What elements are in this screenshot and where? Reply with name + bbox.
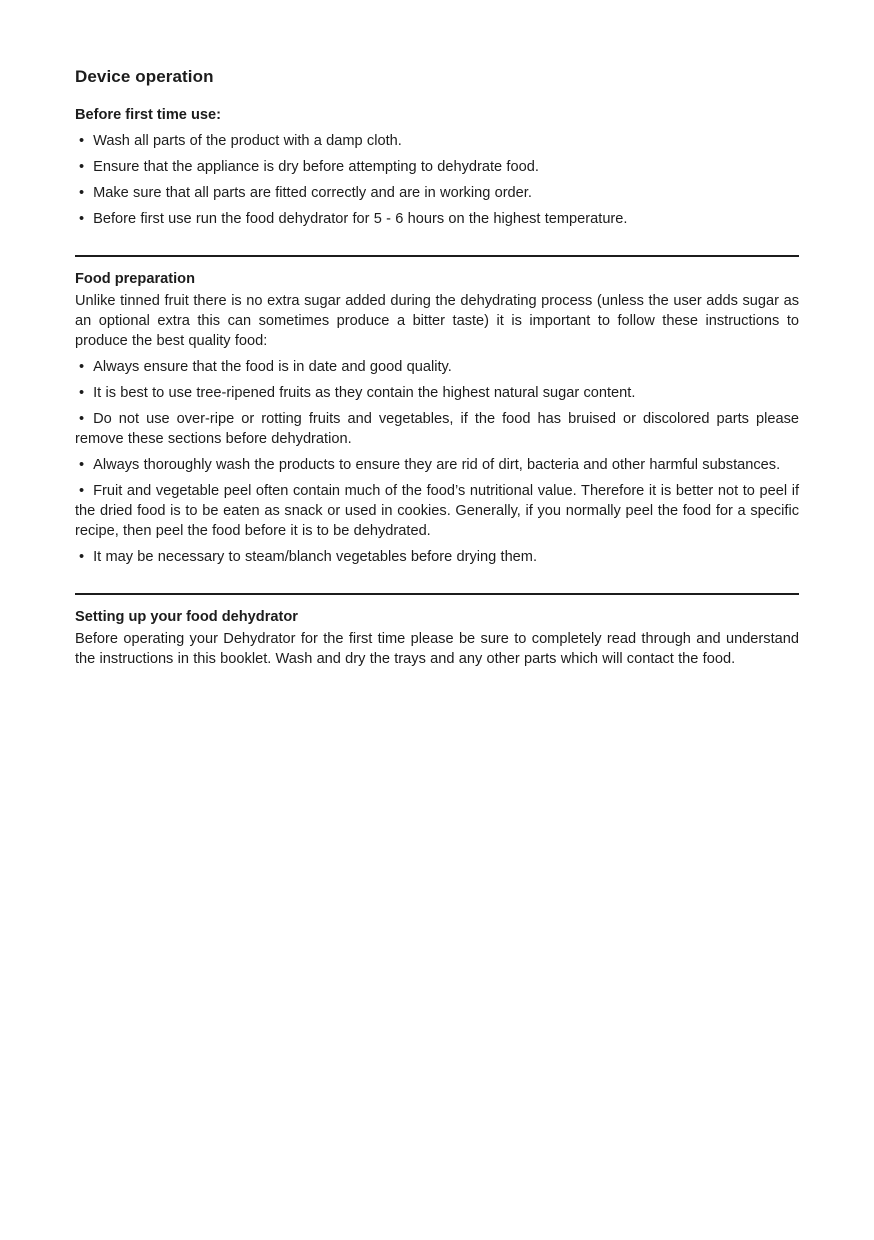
page-title: Device operation bbox=[75, 67, 214, 86]
bullet-item bbox=[75, 183, 799, 203]
bullet-item bbox=[75, 455, 799, 475]
section-food-preparation bbox=[75, 269, 799, 567]
bullet-item bbox=[75, 157, 799, 177]
section-divider bbox=[75, 255, 799, 257]
bullet-marker: • bbox=[79, 483, 85, 499]
bullet-marker: • bbox=[79, 385, 85, 401]
setting-up-heading: Setting up your food dehydrator bbox=[75, 609, 298, 625]
bullet-marker: • bbox=[79, 211, 85, 227]
setting-up-body: Before operating your Dehydrator for the first time please be sure to completely read through and understand the instructions in this booklet. Wash and dry the trays and any other parts which will contact the food. bbox=[75, 631, 799, 667]
bullet-item bbox=[75, 383, 799, 403]
food-preparation-intro: Unlike tinned fruit there is no extra sugar added during the dehydrating process (unless the user adds sugar as an optional extra this can sometimes produce a bitter taste) it is important to follow these instructions to produce the best quality food: bbox=[75, 293, 799, 349]
bullet-item bbox=[75, 357, 799, 377]
bullet-text: Always thoroughly wash the products to ensure they are rid of dirt, bacteria and other harmful substances. bbox=[93, 457, 781, 473]
section-before-first-use bbox=[75, 105, 799, 229]
bullet-marker: • bbox=[79, 457, 85, 473]
bullet-marker: • bbox=[79, 549, 85, 565]
bullet-item bbox=[75, 481, 799, 541]
bullet-marker: • bbox=[79, 185, 85, 201]
section-setting-up bbox=[75, 607, 799, 669]
bullet-text: Fruit and vegetable peel often contain much of the food’s nutritional value. Therefore it is better not to peel if the dried food is to be eaten as snack or used in cookies. Generally, if you normally peel the food for a specific recipe, then peel the food before it is to be dehydrated. bbox=[75, 483, 799, 539]
before-first-use-heading: Before first time use: bbox=[75, 107, 221, 123]
bullet-text: Ensure that the appliance is dry before attempting to dehydrate food. bbox=[93, 159, 539, 175]
bullet-marker: • bbox=[79, 159, 85, 175]
bullet-item bbox=[75, 547, 799, 567]
bullet-text: Always ensure that the food is in date and good quality. bbox=[93, 359, 452, 375]
bullet-text: Before first use run the food dehydrator for 5 - 6 hours on the highest temperature. bbox=[93, 211, 628, 227]
bullet-text: Wash all parts of the product with a damp cloth. bbox=[93, 133, 402, 149]
bullet-text: It is best to use tree-ripened fruits as they contain the highest natural sugar content. bbox=[93, 385, 636, 401]
bullet-text: It may be necessary to steam/blanch vegetables before drying them. bbox=[93, 549, 538, 565]
bullet-item bbox=[75, 131, 799, 151]
bullet-text: Do not use over-ripe or rotting fruits and vegetables, if the food has bruised or discolored parts please remove these sections before dehydration. bbox=[75, 411, 799, 447]
bullet-text: Make sure that all parts are fitted correctly and are in working order. bbox=[93, 185, 532, 201]
food-preparation-heading: Food preparation bbox=[75, 271, 195, 287]
bullet-item bbox=[75, 209, 799, 229]
bullet-marker: • bbox=[79, 133, 85, 149]
bullet-marker: • bbox=[79, 411, 85, 427]
bullet-marker: • bbox=[79, 359, 85, 375]
bullet-item bbox=[75, 409, 799, 449]
section-divider bbox=[75, 593, 799, 595]
